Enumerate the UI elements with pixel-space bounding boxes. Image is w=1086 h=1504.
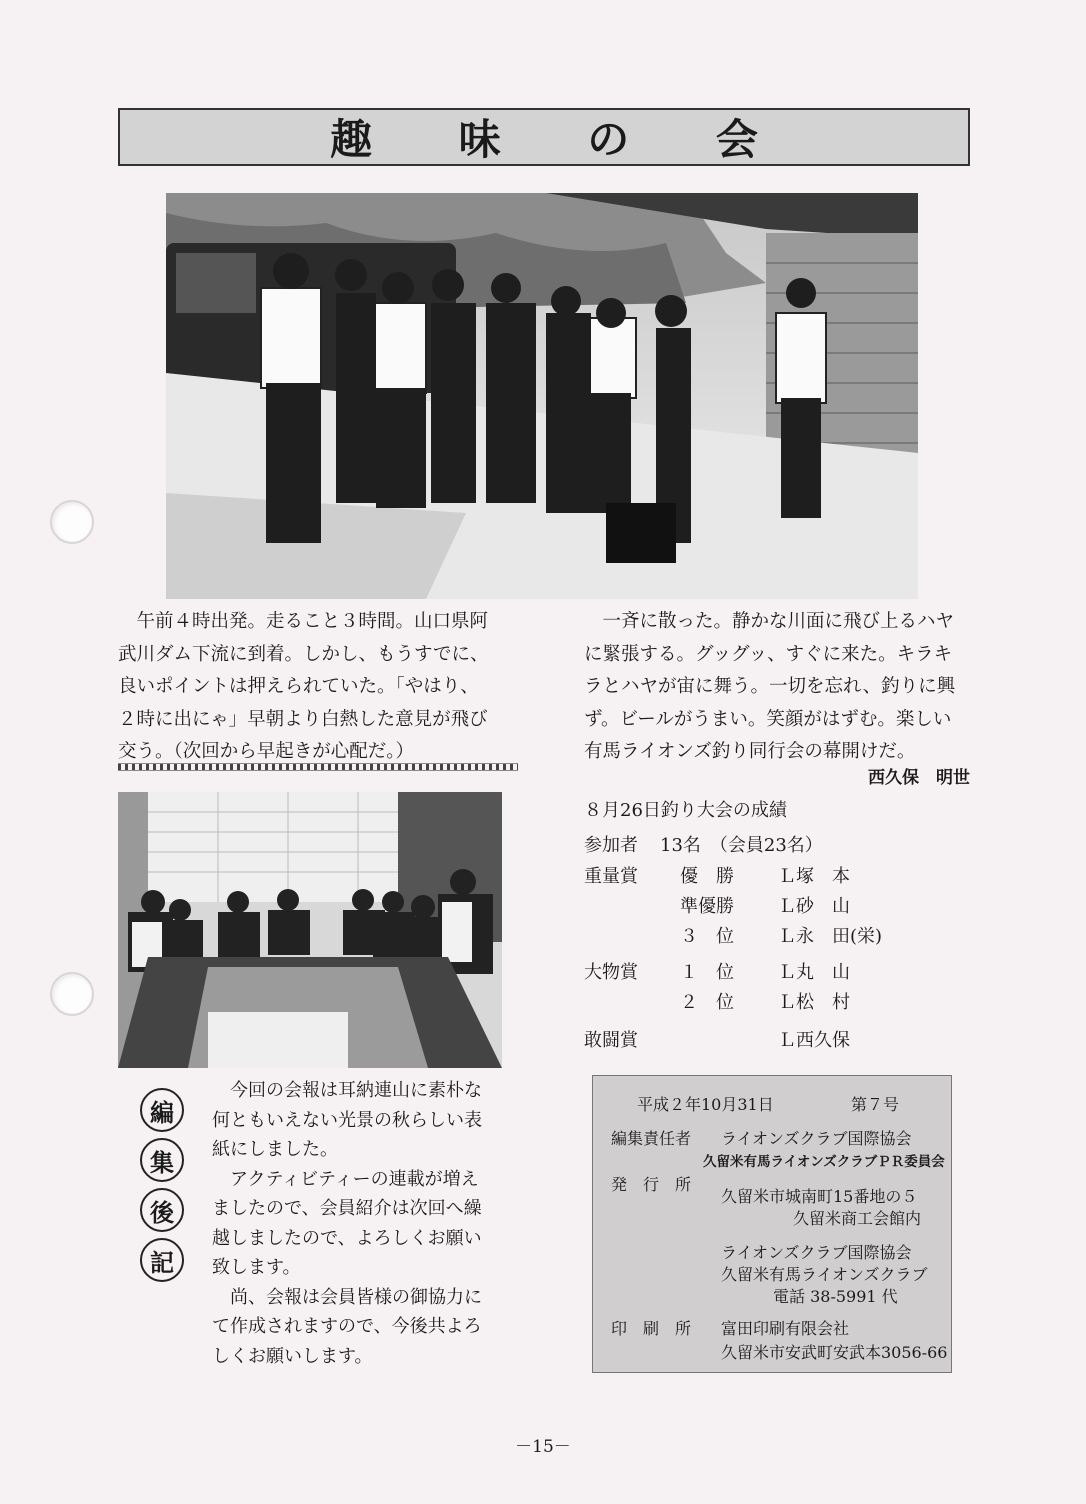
editor-line: 尚、会報は会員皆様の御協力に bbox=[230, 1286, 482, 1308]
label-char: 後 bbox=[140, 1188, 184, 1232]
editor-note-text bbox=[212, 1076, 522, 1371]
participants-value: 13名 （会員23名） bbox=[660, 835, 823, 856]
article-line: 一斉に散った。静かな川面に飛び上るハヤ bbox=[602, 611, 955, 632]
article-line: ２時に出にゃ」早朝より白熱した意見が飛び bbox=[118, 708, 488, 730]
binder-hole-bottom bbox=[50, 972, 94, 1016]
org-name-2: 久留米有馬ライオンズクラブ bbox=[721, 1265, 928, 1284]
article-left-column bbox=[118, 606, 528, 769]
publisher-label: 発 行 所 bbox=[611, 1175, 692, 1194]
label-char: 記 bbox=[140, 1238, 184, 1282]
editor-line: アクティビティーの連載が増え bbox=[230, 1168, 479, 1190]
result-name: Ｌ西久保 bbox=[778, 1030, 850, 1051]
article-right-column bbox=[584, 606, 984, 769]
issue-number: 第７号 bbox=[851, 1095, 900, 1114]
meeting-photo-art bbox=[118, 792, 502, 1068]
editor-line: 何ともいえない光景の秋らしい表 bbox=[212, 1109, 482, 1131]
result-category: 敢闘賞 bbox=[584, 1030, 638, 1051]
editor-line: しくお願いします。 bbox=[212, 1345, 373, 1367]
label-char: 集 bbox=[140, 1138, 184, 1182]
result-category: 重量賞 bbox=[584, 866, 638, 887]
editor-value: ライオンズクラブ国際協会 bbox=[721, 1129, 912, 1148]
editor-line: 紙にしました。 bbox=[212, 1139, 338, 1160]
page-title-box bbox=[118, 108, 970, 166]
fishing-group-photo bbox=[166, 193, 918, 599]
results-heading: ８月26日釣り大会の成績 bbox=[584, 800, 787, 821]
result-rank: ３ 位 bbox=[680, 926, 734, 947]
editor-line: て作成されますので、今後共よろ bbox=[212, 1316, 482, 1337]
page-title: 趣 味 の 会 bbox=[330, 115, 794, 164]
label-char: 編 bbox=[140, 1088, 184, 1132]
phone-number: 電話 38-5991 代 bbox=[773, 1287, 898, 1306]
article-line: 交う。（次回から早起きが心配だ。） bbox=[118, 741, 415, 762]
publisher-address-1: 久留米市城南町15番地の５ bbox=[721, 1187, 918, 1206]
binder-hole-top bbox=[50, 500, 94, 544]
article-line: 良いポイントは押えられていた。「やはり、 bbox=[118, 676, 479, 697]
article-line: ず。ビールがうまい。笑顔がはずむ。楽しい bbox=[584, 708, 952, 730]
publisher-address-2: 久留米商工会館内 bbox=[793, 1209, 922, 1228]
result-name: Ｌ塚 本 bbox=[778, 866, 850, 887]
page-number: －15－ bbox=[515, 1437, 571, 1457]
editor-line: 越しましたので、よろしくお願い bbox=[212, 1227, 482, 1249]
meeting-room-photo bbox=[118, 792, 502, 1068]
result-name: Ｌ丸 山 bbox=[778, 962, 850, 983]
ornament-divider bbox=[118, 763, 518, 771]
result-rank: 優 勝 bbox=[680, 866, 734, 887]
editor-line: 致します。 bbox=[212, 1257, 301, 1278]
result-rank: ２ 位 bbox=[680, 992, 734, 1013]
article-line: ラとハヤが宙に舞う。一切を忘れ、釣りに興 bbox=[584, 676, 956, 697]
result-category: 大物賞 bbox=[584, 962, 638, 983]
result-name: Ｌ砂 山 bbox=[778, 896, 850, 917]
org-name-1: ライオンズクラブ国際協会 bbox=[721, 1243, 912, 1262]
participants-label: 参加者 bbox=[584, 835, 638, 856]
editor-line: ましたので、会員紹介は次回へ繰 bbox=[212, 1198, 482, 1219]
editor-note-label bbox=[140, 1088, 188, 1288]
editor-label: 編集責任者 bbox=[611, 1129, 692, 1148]
article-author: 西久保 明世 bbox=[868, 768, 970, 788]
article-line: に緊張する。グッグッ、すぐに来た。キラキ bbox=[584, 643, 953, 665]
result-name: Ｌ永 田(栄) bbox=[778, 926, 883, 947]
printer-label: 印 刷 所 bbox=[611, 1319, 692, 1338]
result-name: Ｌ松 村 bbox=[778, 992, 850, 1013]
editor-line: 今回の会報は耳納連山に素朴な bbox=[230, 1080, 482, 1101]
colophon-box bbox=[592, 1075, 952, 1373]
result-rank: １ 位 bbox=[680, 962, 734, 983]
fishing-photo-art bbox=[166, 193, 918, 599]
issue-date: 平成２年10月31日 bbox=[637, 1095, 774, 1114]
printer-address: 久留米市安武町安武本3056-66 bbox=[721, 1343, 948, 1362]
article-line: 午前４時出発。走ること３時間。山口県阿 bbox=[136, 611, 489, 632]
printer-name: 富田印刷有限会社 bbox=[721, 1319, 850, 1338]
editor-sub: 久留米有馬ライオンズクラブＰＲ委員会 bbox=[703, 1154, 945, 1170]
article-line: 武川ダム下流に到着。しかし、もうすでに、 bbox=[118, 643, 489, 665]
result-rank: 準優勝 bbox=[680, 896, 734, 917]
article-line: 有馬ライオンズ釣り同行会の幕開けだ。 bbox=[584, 741, 916, 762]
